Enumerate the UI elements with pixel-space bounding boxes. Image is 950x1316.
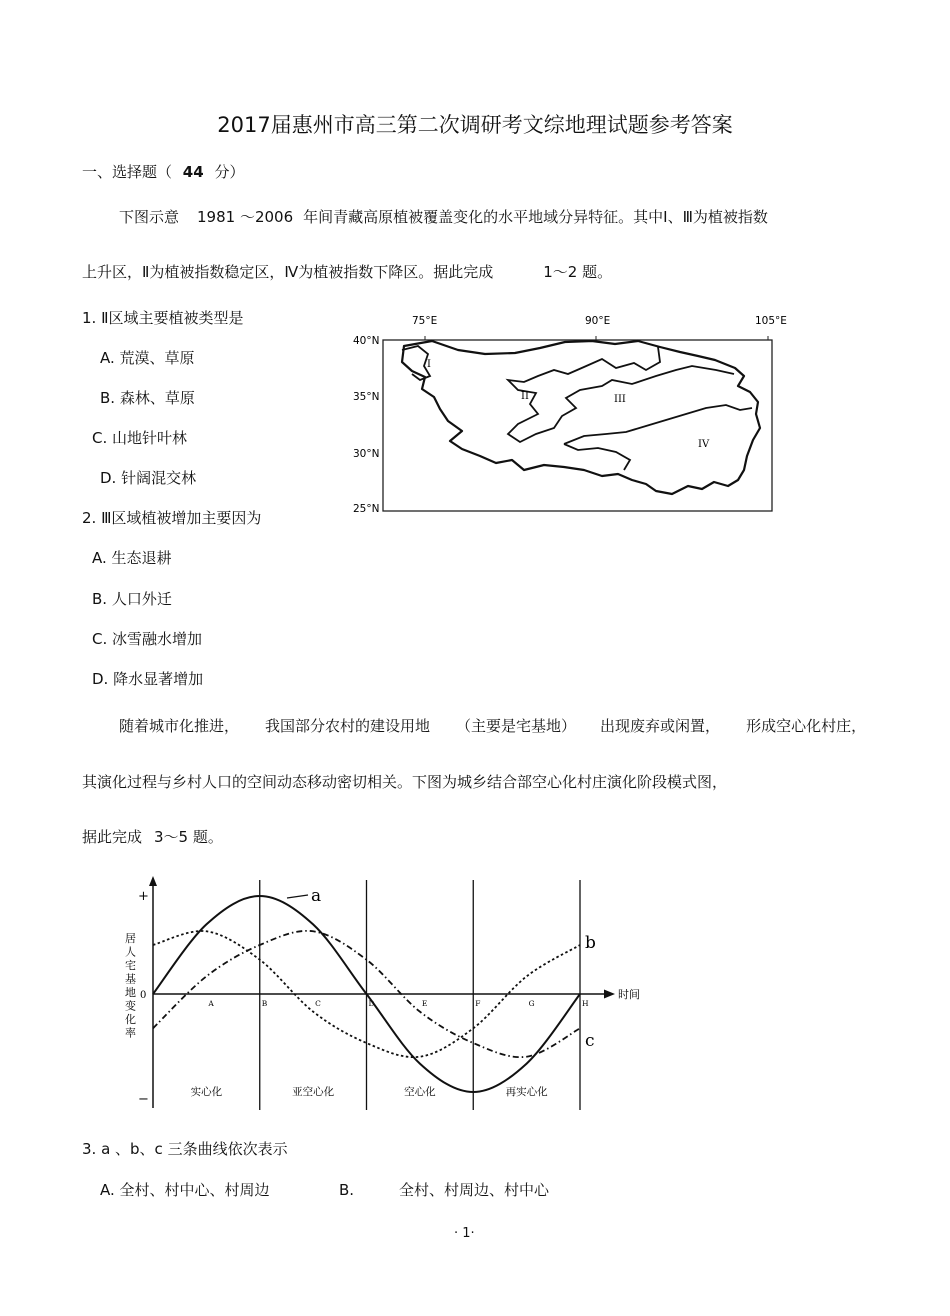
lat-label-30: 30°N	[353, 448, 380, 460]
q3-option-a: A. 全村、村中心、村周边	[100, 1181, 270, 1199]
x-axis-label: 时间	[618, 988, 640, 1001]
x-point-label: F	[475, 999, 481, 1008]
intro-paragraph-1-line-2	[82, 262, 612, 282]
intro2-l1c: （主要是宅基地）	[456, 717, 577, 735]
region-label-IV: IV	[698, 439, 710, 450]
x-point-label: H	[582, 999, 589, 1008]
series-label-a: a	[311, 886, 322, 906]
region-label-I: I	[427, 359, 431, 370]
series-label-b: b	[585, 933, 596, 953]
q3-option-b: 全村、村周边、村中心	[399, 1181, 550, 1199]
intro1-c: 年间青藏高原植被覆盖变化的水平地域分异特征。其中Ⅰ、Ⅲ为植被指数	[303, 208, 768, 226]
x-point-label: C	[315, 999, 321, 1008]
x-point-label: G	[528, 999, 535, 1008]
intro2-l1b: 我国部分农村的建设用地	[265, 717, 431, 735]
map-frame	[383, 340, 772, 511]
intro-paragraph-2-line-2: 其演化过程与乡村人口的空间动态移动密切相关。下图为城乡结合部空心化村庄演化阶段模式图，	[82, 773, 728, 791]
series-label-c: c	[585, 1031, 595, 1051]
intro1-a: 下图示意	[119, 208, 180, 226]
phase-label: 空心化	[404, 1086, 436, 1098]
q2-option-c: C. 冰雪融水增加	[92, 630, 203, 648]
intro2-l1e: 形成空心化村庄，	[746, 717, 867, 735]
lon-label-90: 90°E	[585, 315, 611, 327]
y-axis-arrow	[149, 876, 157, 886]
x-point-label: D	[368, 999, 375, 1008]
y-tick-minus: −	[138, 1092, 149, 1107]
x-axis-arrow	[604, 990, 615, 999]
phase-dividers	[260, 880, 580, 1110]
page-title: 2017届惠州市高三第二次调研考文综地理试题参考答案	[217, 113, 733, 137]
q1-option-c: C. 山地针叶林	[92, 429, 188, 447]
plateau-outline	[402, 341, 760, 494]
lon-label-105: 105°E	[755, 315, 787, 327]
section-suffix: 分）	[214, 163, 245, 181]
region-label-II: II	[521, 391, 529, 402]
lon-label-75: 75°E	[412, 315, 438, 327]
plateau-map	[340, 310, 787, 520]
intro-paragraph-2-line-3	[82, 827, 223, 847]
q2-option-b: B. 人口外迁	[92, 590, 172, 608]
intro2-l1d: 出现废弃或闲置，	[600, 717, 721, 735]
lat-label-35: 35°N	[353, 391, 380, 403]
y-tick-zero: 0	[140, 990, 147, 1001]
label-a-leader	[287, 895, 308, 898]
hollowing-curve-chart	[110, 870, 650, 1115]
intro2-l1a: 随着城市化推进，	[119, 717, 240, 735]
intro1-years: 1981 ～2006	[197, 208, 294, 226]
page-number: · 1·	[454, 1226, 475, 1241]
x-point-label: A	[208, 999, 214, 1008]
q1-option-a: A. 荒漠、草原	[100, 349, 195, 367]
q1-option-b: B. 森林、草原	[100, 389, 195, 407]
region-I-boundary	[402, 346, 430, 380]
intro2-l3b: 3～5 题。	[154, 828, 223, 846]
phase-label: 实心化	[190, 1086, 223, 1098]
region-III-IV-boundary	[564, 405, 752, 470]
lat-label-25: 25°N	[353, 503, 380, 515]
section-score: 44	[182, 163, 204, 181]
intro1-d: 上升区，Ⅱ为植被指数稳定区，Ⅳ为植被指数下降区。据此完成	[82, 263, 494, 281]
q3-option-b-letter: B.	[339, 1181, 355, 1199]
intro-paragraph-2-line-1	[119, 716, 866, 736]
intro-paragraph-1-line-1	[119, 207, 768, 227]
y-tick-plus: +	[138, 889, 149, 904]
region-label-III: III	[614, 394, 626, 405]
phase-label: 亚空心化	[292, 1086, 335, 1098]
question-2-stem: 2. Ⅲ区域植被增加主要因为	[82, 509, 262, 527]
x-point-label: B	[261, 999, 268, 1008]
q1-option-d: D. 针阔混交林	[100, 469, 197, 487]
question-1-stem: 1. Ⅱ区域主要植被类型是	[82, 309, 244, 327]
y-axis-label: 居人宅基地变化率	[125, 932, 136, 1040]
question-3-stem: 3. a 、b、c 三条曲线依次表示	[82, 1140, 288, 1158]
x-point-labels	[207, 999, 589, 1008]
section-prefix: 一、选择题（	[82, 163, 173, 181]
intro2-l3a: 据此完成	[82, 828, 143, 846]
x-point-label: E	[421, 999, 428, 1008]
intro1-e: 1～2 题。	[543, 263, 613, 281]
section-heading	[82, 162, 244, 182]
q2-option-a: A. 生态退耕	[92, 549, 172, 567]
lat-label-40: 40°N	[353, 335, 380, 347]
q2-option-d: D. 降水显著增加	[92, 670, 204, 688]
phase-label: 再实心化	[505, 1086, 548, 1098]
